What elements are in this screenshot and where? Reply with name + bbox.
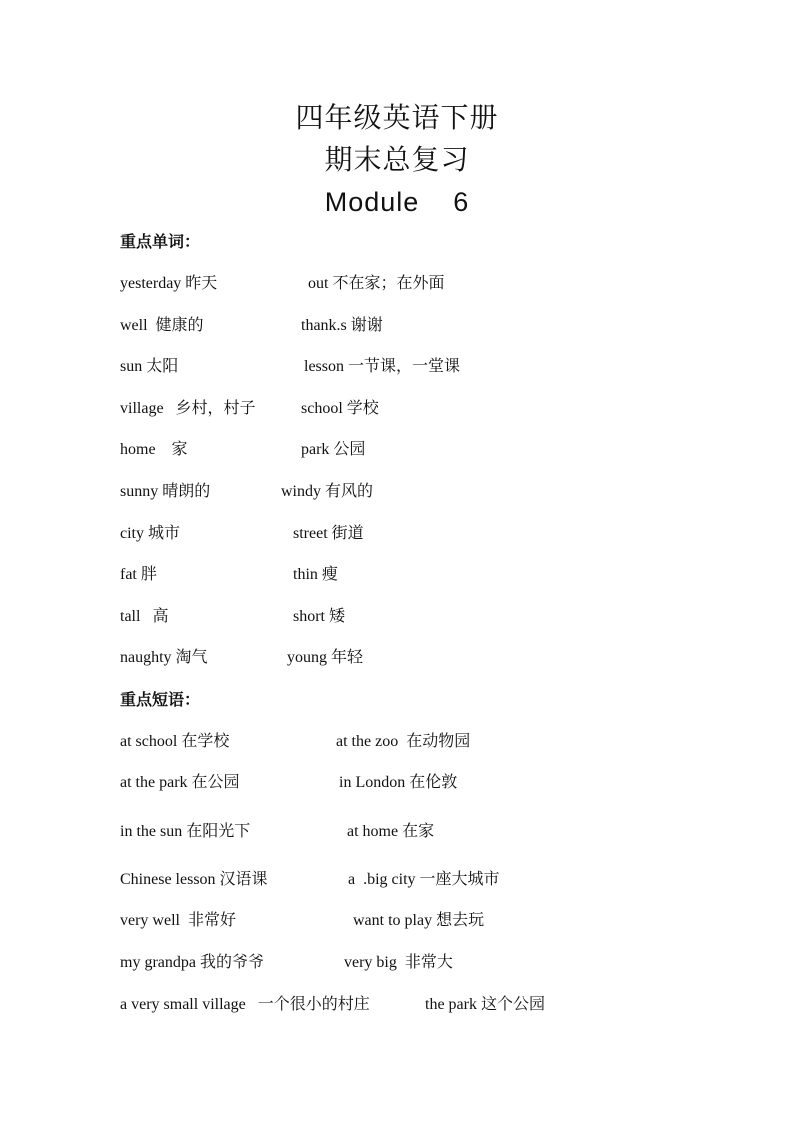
vocabulary-item: thin 瘦 xyxy=(293,566,338,583)
vocabulary-item: fat 胖 xyxy=(120,566,157,583)
vocabulary-item: home 家 xyxy=(120,441,188,458)
phrases-heading: 重点短语： xyxy=(120,690,201,709)
vocabulary-item: school 学校 xyxy=(301,400,379,417)
vocabulary-item: tall 高 xyxy=(120,608,169,625)
vocabulary-item: sun 太阳 xyxy=(120,358,179,375)
phrase-item: the park 这个公园 xyxy=(425,996,545,1013)
vocabulary-item: naughty 淘气 xyxy=(120,649,208,666)
vocabulary-heading: 重点单词： xyxy=(120,232,201,251)
vocabulary-item: windy 有风的 xyxy=(281,483,374,500)
phrase-item: a very small village 一个很小的村庄 xyxy=(120,996,370,1013)
vocabulary-item: street 街道 xyxy=(293,525,364,542)
vocabulary-item: village 乡村，村子 xyxy=(120,400,256,417)
phrase-item: Chinese lesson 汉语课 xyxy=(120,871,268,888)
vocabulary-item: lesson 一节课，一堂课 xyxy=(304,358,461,375)
phrase-item: at home 在家 xyxy=(347,823,435,840)
phrase-item: at school 在学校 xyxy=(120,733,230,750)
phrase-item: in the sun 在阳光下 xyxy=(120,823,251,840)
phrase-item: my grandpa 我的爷爷 xyxy=(120,954,264,971)
document-title-line-1: 四年级英语下册 xyxy=(295,101,499,134)
vocabulary-item: young 年轻 xyxy=(287,649,364,666)
document-module-title: Module 6 xyxy=(324,187,470,217)
vocabulary-item: thank.s 谢谢 xyxy=(301,317,383,334)
phrase-item: at the zoo 在动物园 xyxy=(336,733,471,750)
vocabulary-item: well 健康的 xyxy=(120,317,204,334)
vocabulary-item: city 城市 xyxy=(120,525,180,542)
vocabulary-item: yesterday 昨天 xyxy=(120,275,218,292)
vocabulary-item: sunny 晴朗的 xyxy=(120,483,211,500)
vocabulary-item: short 矮 xyxy=(293,608,346,625)
vocabulary-item: park 公园 xyxy=(301,441,366,458)
phrase-item: very well 非常好 xyxy=(120,912,236,929)
document-title-line-2: 期末总复习 xyxy=(324,143,470,176)
vocabulary-item: out 不在家；在外面 xyxy=(308,275,445,292)
phrase-item: very big 非常大 xyxy=(344,954,453,971)
phrase-item: want to play 想去玩 xyxy=(353,912,485,929)
phrase-item: in London 在伦敦 xyxy=(339,774,458,791)
phrase-item: a .big city 一座大城市 xyxy=(348,871,500,888)
phrase-item: at the park 在公园 xyxy=(120,774,240,791)
